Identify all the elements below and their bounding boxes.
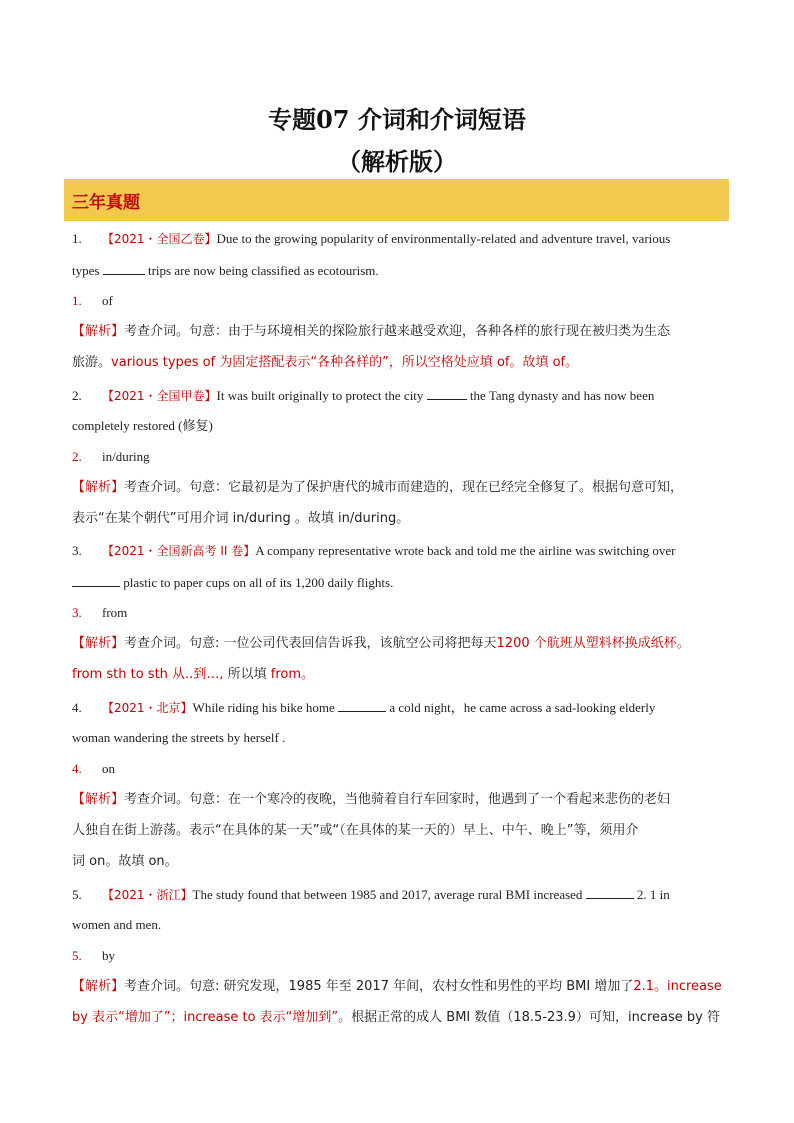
- analysis-tag: 【解析】: [72, 324, 125, 339]
- explanation-text: 1200 个航班从塑料杯换成纸杯。: [496, 636, 690, 651]
- explanation-text: 考查介词。句意: 研究发现，1985 年至 2017 年间，农村女性和男性的平均 BMI 增加了: [124, 979, 634, 994]
- answer-number: 5.: [72, 948, 82, 963]
- question-source: 【2021・全国乙卷】: [102, 232, 217, 246]
- explanation-5-line-2: [72, 1010, 732, 1026]
- question-source: 【2021・浙江】: [102, 888, 193, 902]
- analysis-tag: 【解析】: [72, 480, 125, 495]
- explanation-text: various types of 为固定搭配表示“各种各样的”，所以空格处应填 of。故填 of。: [111, 355, 579, 370]
- explanation-4-line-1: [72, 792, 732, 808]
- explanation-text: 人独自在街上游荡。表示“在具体的某一天”或“（在具体的某一天的）早上、中午、晚上”等，须用介: [72, 823, 639, 838]
- question-text: plastic to paper cups on all of its 1,200 daily flights.: [123, 575, 394, 590]
- explanation-text: 表示“在某个朝代”可用介词 in/during 。故填 in/during。: [72, 511, 410, 526]
- page-subtitle: （解析版）: [337, 147, 457, 176]
- explanation-text: 考查介词。句意: 一位公司代表回信告诉我，该航空公司将把每天: [124, 636, 497, 651]
- answer-blank: [72, 574, 120, 587]
- question-text: Due to the growing popularity of environmentally-related and adventure travel, various: [216, 231, 671, 246]
- question-number: 1.: [72, 231, 82, 246]
- answer-text: of: [102, 293, 113, 308]
- question-text: It was built originally to protect the city: [216, 388, 424, 403]
- analysis-tag: 【解析】: [72, 792, 125, 807]
- answer-5: [72, 948, 732, 964]
- analysis-tag: 【解析】: [72, 636, 125, 651]
- explanation-4-line-2: [72, 823, 732, 839]
- explanation-text: 考查介词。句意：由于与环境相关的探险旅行越来越受欢迎，各种各样的旅行现在被归类为生态: [124, 324, 671, 339]
- explanation-text: by 表示“增加了”；increase to 表示“增加到”。: [72, 1010, 352, 1025]
- question-text: A company representative wrote back and told me the airline was switching over: [255, 543, 676, 558]
- answer-blank: [338, 699, 386, 712]
- explanation-text: 旅游。: [72, 355, 112, 370]
- question-text: 2. 1 in: [636, 887, 670, 902]
- question-number: 3.: [72, 543, 82, 558]
- question-3-line-2: [72, 574, 732, 591]
- question-text: The study found that between 1985 and 2017, average rural BMI increased: [192, 887, 583, 902]
- explanation-text: 考查介词。句意：在一个寒冷的夜晚，当他骑着自行车回家时，他遇到了一个看起来悲伤的老妇: [124, 792, 671, 807]
- explanation-3-line-2: [72, 667, 732, 683]
- answer-text: in/during: [102, 449, 150, 464]
- section-banner: [64, 179, 729, 221]
- question-source: 【2021・全国新高考 II 卷】: [102, 544, 256, 558]
- question-4-line-2: [72, 730, 732, 746]
- question-text: completely restored (修复): [72, 418, 213, 433]
- question-text: types: [72, 263, 100, 278]
- answer-4: [72, 761, 732, 777]
- explanation-2-line-1: [72, 480, 732, 496]
- explanation-text: from sth to sth 从..到…,: [72, 667, 224, 682]
- question-text: While riding his bike home: [192, 700, 335, 715]
- analysis-tag: 【解析】: [72, 979, 125, 994]
- explanation-1-line-2: [72, 355, 732, 371]
- answer-blank: [427, 387, 467, 400]
- explanation-2-line-2: [72, 511, 732, 527]
- explanation-1-line-1: [72, 324, 732, 340]
- question-text: a cold night，he came across a sad-looking elderly: [389, 700, 656, 715]
- answer-blank: [586, 886, 634, 899]
- question-source: 【2021・全国甲卷】: [102, 389, 217, 403]
- question-4-line-1: [72, 699, 732, 716]
- question-text: woman wandering the streets by herself .: [72, 730, 286, 745]
- answer-2: [72, 449, 732, 465]
- question-1-line-1: [72, 231, 732, 247]
- explanation-text: 根据正常的成人 BMI 数值（18.5-23.9）可知，increase by 符: [351, 1010, 720, 1025]
- answer-text: from: [102, 605, 128, 620]
- question-text: the Tang dynasty and has now been: [469, 388, 655, 403]
- explanation-text: 2.1。increase: [633, 979, 722, 994]
- question-5-line-2: [72, 917, 732, 933]
- explanation-text: 词 on。故填 on。: [72, 854, 178, 869]
- explanation-3-line-1: [72, 636, 732, 652]
- answer-number: 3.: [72, 605, 82, 620]
- question-1-line-2: [72, 262, 732, 279]
- explanation-text: 考查介词。句意：它最初是为了保护唐代的城市而建造的，现在已经完全修复了。根据句意可知，: [124, 480, 684, 495]
- question-number: 4.: [72, 700, 82, 715]
- explanation-text: from。: [270, 667, 315, 682]
- question-2-line-2: [72, 418, 732, 434]
- page-title: 专题07 介词和介词短语: [268, 105, 526, 134]
- answer-3: [72, 605, 732, 621]
- section-title: 三年真题: [72, 193, 140, 213]
- answer-blank: [103, 262, 145, 275]
- explanation-5-line-1: [72, 979, 732, 995]
- answer-number: 4.: [72, 761, 82, 776]
- answer-number: 2.: [72, 449, 82, 464]
- answer-1: [72, 293, 732, 309]
- explanation-text: 所以填: [227, 667, 267, 682]
- question-source: 【2021・北京】: [102, 701, 193, 715]
- question-number: 2.: [72, 388, 82, 403]
- question-text: trips are now being classified as ecotourism.: [147, 263, 379, 278]
- question-5-line-1: [72, 886, 732, 903]
- question-3-line-1: [72, 543, 732, 559]
- question-text: women and men.: [72, 917, 162, 932]
- answer-number: 1.: [72, 293, 82, 308]
- question-2-line-1: [72, 387, 732, 404]
- question-number: 5.: [72, 887, 82, 902]
- answer-text: by: [102, 948, 115, 963]
- answer-text: on: [102, 761, 115, 776]
- explanation-4-line-3: [72, 854, 732, 870]
